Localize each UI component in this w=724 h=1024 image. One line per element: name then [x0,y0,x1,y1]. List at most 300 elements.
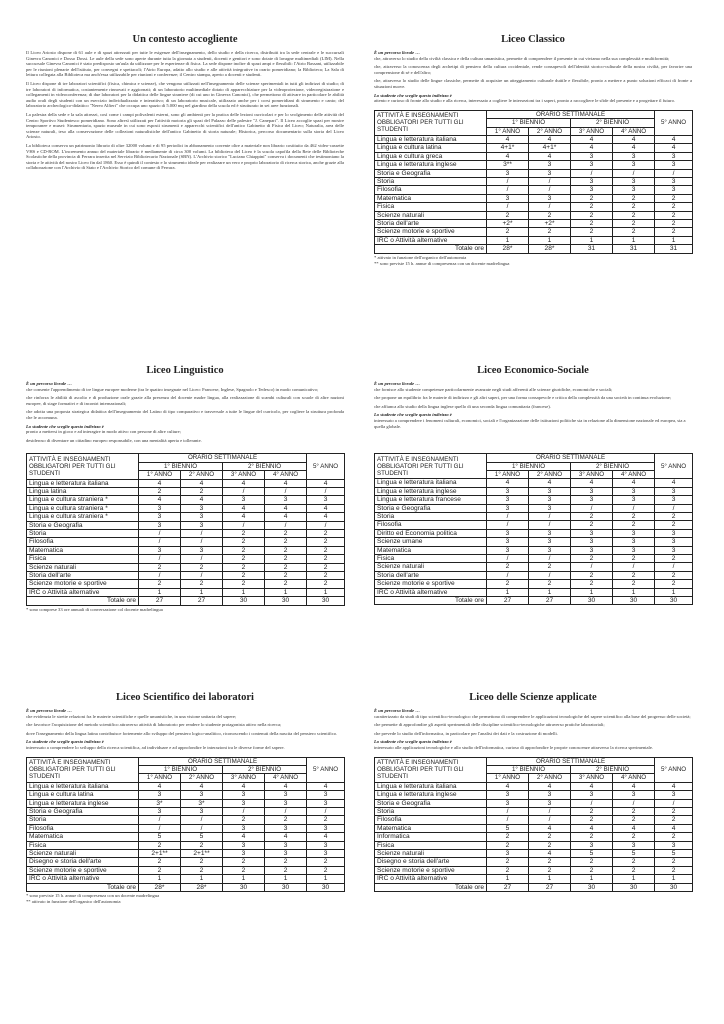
table-cell: 3 [655,161,693,169]
table-cell: 3 [655,546,693,554]
table-cell: 3 [571,152,613,160]
table-cell: / [139,572,181,580]
table-row [375,529,693,537]
table-cell: 2 [613,228,655,236]
table-cell: / [223,521,265,529]
col-header-attivita: ATTIVITÀ E INSEGNAMENTI OBBLIGATORI PER TUTTI GLI STUDENTI [27,757,139,782]
col-header-5anno: 5° ANNO [307,757,345,782]
col-header-year: 4° ANNO [613,774,655,782]
table-cell: 3 [529,799,571,807]
col-header-year: 2° ANNO [529,470,571,478]
table-cell: 4 [655,144,693,152]
table-cell: 3 [613,186,655,194]
table-cell: / [487,555,529,563]
table-cell: / [529,521,571,529]
table-cell: Matematica [375,194,487,202]
student-label: Lo studente che sceglie questo indirizzo è [26,739,104,745]
table-cell: 2 [529,833,571,841]
table-cell: / [223,487,265,495]
table-cell: Lingua e letteratura inglese [375,487,487,495]
table-cell: IRC o Attività alternative [27,588,139,596]
table-cell: 4+1* [487,144,529,152]
table-row [375,841,693,849]
table-cell: 2 [613,808,655,816]
table-cell: Scienze motorie e sportive [27,866,139,874]
table-total-row [27,883,345,891]
table-cell: 2 [223,866,265,874]
table-cell: 3 [307,841,345,849]
intro-label: È un percorso liceale … [374,381,420,386]
table-cell: 2 [265,555,307,563]
total-label: Totale ore [375,883,487,891]
col-header-year: 1° ANNO [487,470,529,478]
table-cell: 1 [487,236,529,244]
table-row [27,521,345,529]
table-cell: Scienze umane [375,538,487,546]
table-cell: 4 [181,479,223,487]
table-row [27,530,345,538]
table-cell: 3 [487,487,529,495]
section-title: Liceo delle Scienze applicate [469,692,597,703]
table-cell: 4 [265,833,307,841]
table-cell: 2 [529,841,571,849]
table-cell: / [655,799,693,807]
table-cell: 4 [529,152,571,160]
student-text: interessato a comprendere i fenomeni culturali, economici, sociali e l'organizzazione delle istituzioni politiche sia in relazione alla dimensione nazionale ed europea, sia a quella globale. [374,417,686,429]
table-row [375,487,693,495]
table-cell: 2 [655,808,693,816]
table-cell: / [265,521,307,529]
table-cell: / [655,169,693,177]
table-cell: Scienze naturali [27,563,139,571]
table-cell: Disegno e storia dell'arte [27,858,139,866]
table-row [375,220,693,228]
table-cell: 2 [307,555,345,563]
table-row [27,487,345,495]
table-cell: 2 [613,194,655,202]
table-cell: 2 [139,866,181,874]
table-cell: / [307,487,345,495]
section-title: Liceo Classico [501,34,565,45]
col-header-attivita: ATTIVITÀ E INSEGNAMENTI OBBLIGATORI PER TUTTI GLI STUDENTI [375,757,487,782]
table-cell: 3 [529,538,571,546]
table-cell: Scienze naturali [375,563,487,571]
paragraph: che rinforza le abilità di ascolto e di produzione orale grazie alla presenza del docente madre lingua, alla realizzazione di scambi culturali con scuole di altre nazioni europee, di stage formativi e di incontri internazionali; [26,395,344,406]
total-cell: 31 [613,245,655,253]
table-row [375,496,693,504]
paragraph: che affianca allo studio della lingua inglese quello di una seconda lingua comunitaria (francese). [374,403,551,409]
table-cell: 3 [181,504,223,512]
table-cell: 3 [571,487,613,495]
table-cell: 2 [265,546,307,554]
section-title: Liceo Scientifico dei laboratori [116,692,254,703]
schedule-table [26,757,345,893]
table-cell: / [181,555,223,563]
table-cell: 2 [655,228,693,236]
paragraph: La palestra della sede e la sala attrezzi, così come i campi polivalenti esterni, sono gli ambienti per la pratica delle lezioni curricolari e per lo svolgimento delle attività del Centro Sportivo Studentesco pomeridiano. Sono altresì utilizzati per l'attività motoria gli spazi del Palazzo delle palestre "J. Canepari". Il Liceo accoglie spazi per mostre temporanee e musei: Strumentaria, spazio museale in cui sono esposti strumenti e apparecchi scientifici dell'antico Gabinetto di Fisica del Liceo; Naturalia, area delle scienze naturali, teso alla conservazione delle collezioni naturalistiche dell'antico Gabinetto di storia naturale; Historica, percorso documentario sulla storia del Liceo Ariosto. [26,111,344,140]
paragraph: che, attraverso la conoscenza degli archetipi di pensiero della cultura occidentale, rende consapevoli dell'identità storico-culturale della nostra civiltà, per favorire una comprensione di sé e dell'altro; [374,64,692,75]
total-cell: 30 [307,597,345,605]
table-row [375,169,693,177]
table-cell: / [529,555,571,563]
table-cell: Fisica [27,841,139,849]
table-cell: 1 [613,588,655,596]
table-cell: 2 [613,816,655,824]
student-text: interessato alle applicazioni tecnologiche e allo studio dell'informatica, curioso di approfondire le proprie conoscenze attraverso la ricerca sperimentale. [374,744,654,750]
table-cell: Filosofia [375,521,487,529]
table-cell: 3 [307,496,345,504]
table-cell: 2 [223,538,265,546]
col-header-orario: ORARIO SETTIMANALE [487,454,655,462]
table-cell: 4 [487,782,529,790]
table-cell: 4 [571,135,613,143]
table-cell: Matematica [375,546,487,554]
table-cell: 3 [487,799,529,807]
table-row [27,833,345,841]
table-cell: 2 [655,816,693,824]
table-row [27,504,345,512]
table-cell: 3 [223,496,265,504]
table-cell: / [181,538,223,546]
table-cell: 3 [265,841,307,849]
table-cell: Diritto ed Economia politica [375,529,487,537]
paragraph: dove l'insegnamento della lingua latina contribuisce fortemente allo sviluppo del pensiero logico-analitico, riconoscendo i contenuti della nascita del pensiero scientifico. [26,730,338,736]
table-cell: Lingua e letteratura italiana [375,782,487,790]
table-cell: 2 [181,858,223,866]
table-cell: 2 [613,513,655,521]
table-cell: 5 [487,824,529,832]
table-cell: 3 [571,161,613,169]
total-cell: 30 [223,597,265,605]
table-cell: 3 [529,529,571,537]
paragraph: che adotta una proposta strategica didattica dell'insegnamento del Latino di tipo comparativo e trasversale a tutte le lingue del curricolo, per cogliere la struttura profonda che le accomuna. [26,409,344,420]
table-cell: 3 [655,152,693,160]
table-cell: 2 [571,521,613,529]
table-cell: 1 [487,875,529,883]
table-cell: 3 [571,496,613,504]
total-cell: 30 [571,597,613,605]
table-cell: Storia e Geografia [375,799,487,807]
table-cell: 3 [529,496,571,504]
table-row [375,203,693,211]
table-cell: Lingua e letteratura italiana [27,479,139,487]
table-cell: Storia dell'arte [375,220,487,228]
table-cell: 2 [307,580,345,588]
table-row [27,824,345,832]
student-label: Lo studente che sceglie questo indirizzo è [374,92,452,98]
table-row [375,866,693,874]
table-cell: 3 [181,521,223,529]
table-cell: Lingua e letteratura italiana [27,782,139,790]
table-cell: 4 [265,504,307,512]
table-cell: 3 [265,850,307,858]
table-cell: Lingua e cultura greca [375,152,487,160]
student-text: interessato a comprendere lo sviluppo della ricerca scientifica, ad individuare e ad approfondire le interazioni tra le diverse forme del sapere. [26,744,285,750]
table-cell: 4 [181,782,223,790]
table-cell: / [571,563,613,571]
table-row [375,144,693,152]
table-cell: 2 [529,580,571,588]
table-row [27,782,345,790]
table-cell: 2 [487,580,529,588]
student-body [26,429,344,443]
table-cell: 2 [307,538,345,546]
table-cell: 3 [571,791,613,799]
table-cell: IRC o Attività alternative [375,588,487,596]
table-cell: 2 [223,816,265,824]
table-cell: 4 [139,496,181,504]
table-cell: 1 [307,875,345,883]
table-cell: 2 [223,546,265,554]
table-cell: 4 [307,504,345,512]
table-cell: 2 [655,580,693,588]
table-row [375,875,693,883]
table-row [375,858,693,866]
table-cell: 3 [529,791,571,799]
table-cell: 3 [613,496,655,504]
table-cell: / [529,186,571,194]
col-header-year: 2° ANNO [529,127,571,135]
table-cell: 1 [487,588,529,596]
table-cell: 2 [181,580,223,588]
table-cell: Lingua e letteratura inglese [375,791,487,799]
table-row [27,816,345,824]
col-header-5anno: 5° ANNO [655,110,693,135]
table-cell: 1 [613,236,655,244]
table-cell: 3 [265,799,307,807]
table-cell: 4 [307,513,345,521]
table-row [27,850,345,858]
col-header-year: 4° ANNO [265,471,307,479]
table-cell: 3** [487,161,529,169]
section-title: Liceo Linguistico [146,365,224,376]
table-cell: / [529,513,571,521]
total-cell: 28* [139,883,181,891]
total-cell: 30 [265,597,307,605]
table-header-row [27,454,345,462]
table-row [27,580,345,588]
table-cell: 2 [307,546,345,554]
table-cell: 2 [571,555,613,563]
table-cell: / [487,513,529,521]
table-cell: 2 [613,555,655,563]
table-cell: 2 [265,816,307,824]
table-row [27,858,345,866]
intro-label: È un percorso liceale … [374,708,420,713]
table-cell: 2 [655,220,693,228]
table-cell: 2 [613,833,655,841]
total-cell: 27 [529,597,571,605]
table-note: * attivato in funzione dell'organico dell'autonomia [374,254,467,260]
table-cell: 3 [529,546,571,554]
table-cell: 2 [529,858,571,866]
intro-label: È un percorso liceale … [374,50,420,55]
table-cell: 4 [223,833,265,841]
table-cell: 2 [571,513,613,521]
col-header-5anno: 5° ANNO [655,454,693,479]
table-cell: 3 [655,841,693,849]
table-cell: 1 [655,236,693,244]
table-cell: 2 [571,580,613,588]
table-cell: 2 [181,866,223,874]
table-cell: 4 [655,782,693,790]
table-cell: 2 [307,816,345,824]
table-cell: Storia dell'arte [27,572,139,580]
table-cell: 2 [571,220,613,228]
total-cell: 27 [487,597,529,605]
intro-label: È un percorso liceale … [26,708,72,713]
table-cell: 1 [139,588,181,596]
table-cell: 2 [307,563,345,571]
col-header-orario: ORARIO SETTIMANALE [487,110,655,118]
student-label: Lo studente che sceglie questo indirizzo è [26,423,104,429]
table-cell: 2 [223,555,265,563]
table-row [375,161,693,169]
table-cell: 2 [655,513,693,521]
table-row [27,875,345,883]
table-cell: Scienze motorie e sportive [375,228,487,236]
section-linguistico [26,365,344,612]
table-cell: / [181,824,223,832]
table-cell: 4 [139,479,181,487]
paragraph: che fornisce allo studente competenze particolarmente avanzate negli studi afferenti alle scienze giuridiche, economiche e sociali; [374,386,613,392]
table-row [27,555,345,563]
table-cell: 2 [571,866,613,874]
paragraph: caratterizzato da studi di tipo scientifico-tecnologico che permettono di comprendere le applicazioni tecnologiche del sapere scientifico alla base del progresso delle società; [374,713,691,719]
total-cell: 28* [487,245,529,253]
table-cell: 3 [571,178,613,186]
table-cell: 3 [139,808,181,816]
table-cell: 4 [139,782,181,790]
table-row [375,824,693,832]
table-cell: 2 [613,866,655,874]
table-cell: Lingua e letteratura italiana [375,135,487,143]
table-cell: 3 [529,161,571,169]
table-cell: 1 [139,875,181,883]
total-cell: 27 [487,883,529,891]
table-cell: 3 [223,841,265,849]
section-economico [374,365,692,605]
table-cell: / [487,808,529,816]
table-cell: Lingua e letteratura inglese [27,799,139,807]
table-note: * sono previste 15 h. annue di compresenza con un docente madrelingua [26,893,160,899]
table-cell: 2 [307,530,345,538]
table-row [375,178,693,186]
col-header-5anno: 5° ANNO [655,757,693,782]
table-cell: 3* [181,799,223,807]
table-cell: 2 [571,833,613,841]
table-cell: / [613,169,655,177]
table-cell: 1 [265,588,307,596]
table-cell: / [223,808,265,816]
table-cell: 2 [223,572,265,580]
col-header-year: 2° ANNO [529,774,571,782]
table-cell: 2 [655,866,693,874]
table-cell: 2+1** [139,850,181,858]
table-cell: 1 [571,588,613,596]
table-cell: 5 [571,850,613,858]
table-cell: 3 [265,824,307,832]
table-cell: 2 [265,563,307,571]
table-cell: 3 [655,186,693,194]
total-cell: 31 [571,245,613,253]
total-label: Totale ore [27,883,139,891]
table-cell: 2 [487,211,529,219]
table-row [375,850,693,858]
table-cell: 2 [571,211,613,219]
table-cell: / [655,504,693,512]
table-row [375,799,693,807]
table-row [27,538,345,546]
table-cell: 4 [223,504,265,512]
table-cell: IRC o Attività alternative [375,236,487,244]
table-cell: 2 [655,833,693,841]
table-cell: 3 [487,529,529,537]
table-cell: / [655,563,693,571]
table-cell: 3 [655,178,693,186]
paragraph: che, attraverso lo studio della civiltà classica e della cultura umanistica, permette di comprendere il presente in cui viviamo nella sua complessità e multiformità; [374,55,670,61]
table-cell: / [139,530,181,538]
table-cell: 2+1** [181,850,223,858]
table-cell: 3 [655,791,693,799]
table-cell: 4 [529,824,571,832]
table-cell: 2 [181,841,223,849]
table-cell: 3 [487,169,529,177]
table-cell: 2 [487,563,529,571]
paragraph: che prevede lo studio dell'informatica, in particolare per l'analisi dei dati e la costruzione di modelli. [374,730,558,736]
table-cell: IRC o Attività alternative [27,875,139,883]
table-cell: 4 [487,479,529,487]
schedule-table [374,110,693,254]
paragraph: che permette di approfondire gli aspetti sperimentali delle discipline scientifico-tecnologiche attraverso pratiche laboratoriali; [374,722,605,728]
table-cell: 2 [307,858,345,866]
table-row [375,588,693,596]
paragraph: Il Liceo dispone di tre laboratori scientifici (fisica, chimica e scienze), che vengono utilizzati nell'insegnamento delle scienze sperimentali in tutti gli indirizzi di studio; di tre laboratori di informatica, costantemente rinnovati e aggiornati; di un laboratorio multimediale dotato di apparecchiature per la videoproiezione, videoregistrazione e collegamenti in videoconferenza; di due laboratori per la didattica delle lingue straniere (di cui uno in Ginevra Canonici), che permettono di attivare in particolare le abilità audio orali degli studenti con un esercizio individualizzato e interattivo; di un laboratorio musicale, utilizzato anche per i corsi pomeridiani di strumento e canto; del laboratorio archeologico-didattico "Nereo Alfieri" che occupa uno spazio di 5.000 mq nel giardino della scuola ed è strutturato in sei aree funzionali. [26,80,344,109]
table-cell: / [613,799,655,807]
table-row [375,504,693,512]
table-cell: Disegno e storia dell'arte [375,858,487,866]
section-body [26,714,344,737]
col-header-biennio-1: 1° BIENNIO [487,119,571,127]
table-cell: 2 [307,866,345,874]
paragraph: Il Liceo Ariosto dispone di 61 aule e di spazi attrezzati per tutte le esigenze dell'insegnamento, dello studio e della ricerca, distribuiti tra la sede centrale e le succursali Ginevra Canonici e Dosso Dossi. Le aule della sede sono aperte durante tutta la giornata a studenti, docenti e genitori e sono dotate di lavagne multimediali (LIM). Nella succursale Ginevra Canonici è stato predisposto un'aula da utilizzare per le esperienze di fisica. La sede dispone inoltre di spazi ampi e flessibili: l'Atrio Bassani, utilizzabile per le riunioni plenarie dell'istituto, per convegni e spettacoli; l'Atrio Europa, adatto allo studio e alle attività integrative in orario pomeridiano; la Biblioteca; La Sala di lettura collegata alla Biblioteca ma anch'essa utilizzabile per riunioni e conferenze; il Centro stampa, aperto a docenti e studenti. [26,50,344,78]
table-cell: / [181,572,223,580]
table-cell: 1 [655,875,693,883]
col-header-biennio-2: 2° BIENNIO [223,765,307,773]
col-header-orario: ORARIO SETTIMANALE [139,454,307,462]
table-cell: 3 [223,824,265,832]
section-classico [374,34,692,266]
table-cell: Storia [375,178,487,186]
section-body [374,387,692,410]
table-row [375,135,693,143]
table-cell: Lingua e letteratura francese [375,496,487,504]
paragraph: La biblioteca conserva un patrimonio librario di oltre 32000 volumi e di 95 periodici in abbonamento corrente oltre a materiale non librario costituito da 462 video-cassette VHS e CD-ROM. L'incremento annuo del materiale librario è mediamente di circa 300 volumi. La biblioteca del Liceo è la scuola capofila della Rete delle Biblioteche Scolastiche della provincia di Ferrara inserita nel Servizio Bibliotecario Nazionale (SBN). L'Archivio storico "Luciano Chiappini" conserva i documenti che testimoniano la storia e le attività del nostro Liceo fin dal 1860. Esso è quindi il contesto e lo strumento ideale per realizzare un vero e proprio laboratorio di ricerca storica, anche grazie alla collaborazione con l'Archivio di Stato e l'Archivio Storico del comune di Ferrara. [26,142,344,171]
table-cell: 3 [181,546,223,554]
intro-label: È un percorso liceale … [26,381,72,386]
col-header-year: 2° ANNO [181,774,223,782]
table-row [27,496,345,504]
table-row [375,571,693,579]
table-row [27,572,345,580]
table-cell: 1 [613,875,655,883]
table-cell: 2 [613,858,655,866]
table-cell: / [307,521,345,529]
table-cell: 2 [571,571,613,579]
table-cell: 2 [613,211,655,219]
table-cell: / [571,169,613,177]
table-cell: 3 [307,799,345,807]
